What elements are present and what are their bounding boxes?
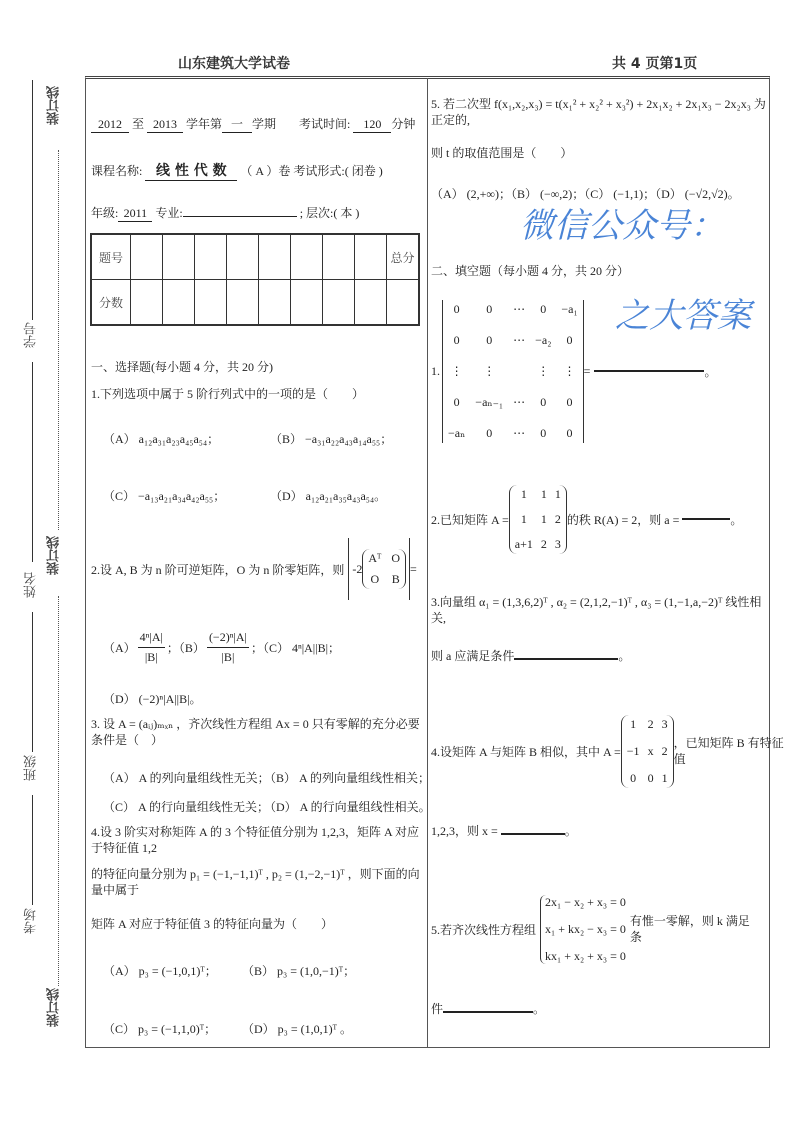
q2-option-b-fraction: [207, 630, 249, 665]
q3-option-c: （C） A 的行向量组线性无关；: [103, 800, 270, 814]
matrix-entry: 3: [661, 716, 668, 731]
matrix-entry: 1: [520, 486, 527, 501]
name-label: 姓名: [24, 572, 39, 598]
fill3-line1: 3.向量组 α₁ = (1,3,6,2)ᵀ , α₂ = (2,1,2,−1)ᵀ , α₃ = (1,−1,a,−2)ᵀ 线性相关,: [431, 595, 762, 625]
class-line[interactable]: [32, 795, 33, 905]
score-cell: [227, 234, 259, 280]
equation: 2x₁ − x₂ + x₃ = 0: [545, 894, 626, 909]
period: 。: [533, 1002, 546, 1016]
matrix-entry: 2: [540, 536, 547, 551]
year-to: 2013: [147, 117, 183, 133]
paper-type: （ A ）卷: [240, 164, 291, 178]
matrix-entry: O: [370, 572, 380, 586]
time-label: 考试时间:: [299, 117, 351, 131]
matrix-entry: 3: [554, 536, 561, 551]
matrix-entry: ⋮: [563, 363, 576, 378]
q5-options: （A） (2,+∞)；（B） (−∞,2)；（C） (−1,1)；（D） (−√2,√2)。: [431, 187, 740, 201]
q4-option-c: （C） p₃ = (−1,1,0)ᵀ；: [103, 1022, 217, 1036]
q1-stem: 1.下列选项中属于 5 阶行列式中的一项的是（ ）: [91, 387, 365, 401]
matrix-entry: −a₁: [561, 301, 578, 316]
grade-label: 年级:: [91, 206, 119, 220]
student-id-label: 学号: [24, 322, 39, 348]
to-label: 至: [132, 117, 145, 131]
total-header: 总分: [387, 234, 420, 280]
q2-option-a-fraction: [138, 630, 165, 665]
matrix-entry: 0: [486, 301, 493, 316]
fill4-answer-blank[interactable]: [501, 833, 565, 835]
score-cell: [131, 234, 163, 280]
level-label: ; 层次:: [299, 206, 334, 220]
matrix-entry: ⋯: [513, 394, 526, 409]
matrix-entry: 0: [647, 770, 654, 785]
score-cell: [323, 234, 355, 280]
form-label: 考试形式:: [293, 164, 345, 178]
binding-line-label-top: 装订线: [47, 86, 62, 125]
q2-stem: 2.设 A, B 为 n 阶可逆矩阵，O 为 n 阶零矩阵，则: [91, 562, 345, 577]
score-cell[interactable]: [355, 280, 387, 326]
numerator: (−2)ⁿ|A|: [207, 630, 249, 648]
fill5-stem2: 件: [431, 1002, 444, 1016]
student-id-line[interactable]: [32, 362, 33, 562]
course-name: 线 性 代 数: [145, 160, 237, 181]
term: 一: [222, 115, 252, 133]
q3-stem: 3. 设 A = (aᵢⱼ)ₘₓₙ ，齐次线性方程组 Ax = 0 只有零解的充分必要条件是（ ）: [91, 717, 420, 747]
fill4-line2: [431, 822, 577, 839]
matrix-entry: ⋮: [483, 363, 496, 378]
fill1-number: 1.: [431, 363, 440, 378]
q4-line1: 4.设 3 阶实对称矩阵 A 的 3 个特征值分别为 1,2,3，矩阵 A 对应于特征值 1,2: [91, 825, 420, 855]
exam-term-line: [91, 115, 415, 133]
fill5-line2: [431, 1000, 545, 1017]
q3-option-d: （D） A 的行向量组线性相关。: [264, 800, 431, 814]
section2-title: 二、填空题（每小题 4 分，共 20 分）: [431, 264, 630, 278]
grade: 2011: [118, 206, 152, 222]
matrix-entry: 0: [630, 770, 637, 785]
matrix-entry: 0: [540, 425, 547, 440]
period: 。: [564, 824, 577, 838]
q5-line2: 则 t 的取值范围是（ ）: [431, 146, 573, 160]
matrix-entry: 1: [661, 770, 668, 785]
q3-option-b: （B） A 的列向量组线性相关；: [264, 771, 431, 785]
score-cell[interactable]: [291, 280, 323, 326]
binding-dotted-line: [58, 150, 59, 530]
fill2-answer-blank[interactable]: [682, 518, 730, 520]
q2-equals: =: [410, 561, 417, 576]
matrix-entry: 0: [566, 394, 573, 409]
score-table: [90, 233, 420, 326]
matrix-entry: 1: [540, 486, 547, 501]
equation: kx₁ + x₂ + x₃ = 0: [545, 948, 626, 963]
q4-option-b: （B） p₃ = (1,0,−1)ᵀ；: [242, 964, 356, 978]
score-cell[interactable]: [259, 280, 291, 326]
grade-line: [91, 203, 359, 222]
denominator: |B|: [221, 650, 235, 664]
fill2-stem: 2.已知矩阵 A =: [431, 512, 509, 527]
column-divider: [427, 78, 428, 1048]
matrix-entry: O: [391, 551, 401, 565]
fill4-stem: 4.设矩阵 A 与矩阵 B 相似，其中 A =: [431, 744, 621, 759]
fill3-answer-blank[interactable]: [514, 658, 618, 660]
matrix-entry: 0: [453, 301, 460, 316]
matrix-entry: 1: [520, 511, 527, 526]
matrix-entry: ⋯: [513, 301, 526, 316]
fill3-stem: 则 a 应满足条件: [431, 649, 515, 663]
table-row: [91, 280, 419, 326]
q2: [91, 538, 417, 600]
fill4: [431, 708, 784, 794]
matrix-entry: B: [391, 572, 400, 586]
matrix-entry: 1: [540, 511, 547, 526]
score-cell[interactable]: [227, 280, 259, 326]
score-cell[interactable]: [195, 280, 227, 326]
matrix-entry: 0: [453, 394, 460, 409]
q2-coefficient: -2: [352, 561, 363, 576]
q1-option-b: （B） −a₃₁a₂₂a₄₃a₁₄a₅₅；: [270, 432, 393, 446]
table-row: [91, 234, 419, 280]
fill1-equals: =: [583, 363, 591, 378]
q2-option-b-label: ；（B）: [166, 641, 205, 655]
matrix-entry: 1: [554, 486, 561, 501]
matrix-entry: 0: [486, 425, 493, 440]
matrix-entry: 1: [630, 716, 637, 731]
q5-line1: 5. 若二次型 f(x₁,x₂,x₃) = t(x₁² + x₂² + x₃²) + 2x₁x₂ + 2x₁x₃ − 2x₂x₃ 为正定的,: [431, 97, 766, 127]
matrix-entry: x: [647, 743, 654, 758]
score-cell: [195, 234, 227, 280]
score-cell[interactable]: [323, 280, 355, 326]
q2-block-matrix: [362, 549, 406, 589]
matrix-entry: a+1: [514, 536, 533, 551]
q3-option-a: （A） A 的列向量组线性无关；: [103, 771, 270, 785]
matrix-entry: 2: [661, 743, 668, 758]
time-unit: 分钟: [391, 117, 416, 131]
score-cell[interactable]: [387, 280, 420, 326]
matrix-entry: −a₂: [535, 332, 552, 347]
level: ( 本 ): [333, 206, 360, 220]
fill5-answer-blank[interactable]: [443, 1011, 533, 1013]
matrix-entry: −aₙ: [448, 425, 466, 440]
fill5-equation-system: [540, 895, 626, 964]
score-cell: [259, 234, 291, 280]
major-field[interactable]: [183, 203, 297, 217]
exam-room-label: 考场: [24, 908, 39, 934]
denominator: |B|: [144, 650, 158, 664]
field-line: [32, 80, 33, 320]
watermark-wechat: 微信公众号：: [520, 206, 724, 246]
matrix-entry: 0: [566, 425, 573, 440]
period: 。: [730, 512, 743, 527]
class-label: 班级: [24, 755, 39, 781]
matrix-entry: [513, 364, 525, 379]
matrix-entry: −1: [626, 743, 640, 758]
matrix-entry: 0: [486, 332, 493, 347]
score-cell: [355, 234, 387, 280]
question-number-header: 题号: [91, 234, 131, 280]
matrix-entry: ⋯: [513, 332, 526, 347]
section1-title: 一、选择题(每小题 4 分，共 20 分): [91, 360, 273, 374]
watermark-answer: 之大答案: [615, 296, 751, 336]
matrix-entry: 2: [647, 716, 654, 731]
fill5: [431, 886, 750, 972]
matrix-entry: 0: [453, 332, 460, 347]
fill2-matrix: [509, 485, 567, 554]
binding-line-label-bottom: 装订线: [47, 988, 62, 1027]
period: 。: [618, 649, 631, 663]
matrix-entry: ⋮: [450, 363, 463, 378]
q2-determinant: [348, 538, 410, 600]
q4-option-d: （D） p₃ = (1,0,1)ᵀ 。: [242, 1022, 352, 1036]
score-cell[interactable]: [131, 280, 163, 326]
q4-line3: 矩阵 A 对应于特征值 3 的特征向量为（ ）: [91, 917, 334, 931]
fill4-matrix: [621, 715, 674, 788]
fill2: [431, 474, 742, 564]
score-row-label: 分数: [91, 280, 131, 326]
matrix-entry: −aₙ₋₁: [475, 394, 504, 409]
numerator: 4ⁿ|A|: [138, 630, 165, 648]
binding-line-label-middle: 装订线: [47, 536, 62, 575]
fill4-stem2: 1,2,3，则 x =: [431, 824, 498, 838]
period: 。: [704, 364, 717, 379]
year-from: 2012: [91, 117, 129, 133]
fill1-answer-blank[interactable]: [594, 370, 704, 372]
fill2-condition: 的秩 R(A) = 2，则 a =: [566, 512, 680, 527]
matrix-entry: 0: [540, 394, 547, 409]
q2-option-a-label: （A）: [103, 641, 136, 655]
course-label: 课程名称:: [91, 164, 143, 178]
q4-option-a: （A） p₃ = (−1,0,1)ᵀ；: [103, 964, 217, 978]
fill5-stem: 5.若齐次线性方程组: [431, 922, 537, 937]
term-post-label: 学期: [252, 117, 277, 131]
major-label: 专业:: [155, 206, 183, 220]
term-pre-label: 学年第: [186, 117, 223, 131]
matrix-entry: ⋮: [537, 363, 550, 378]
exam-form: ( 闭卷 ): [344, 164, 383, 178]
exam-time: 120: [353, 117, 391, 133]
q1-option-c: （C） −a₁₃a₂₁a₃₄a₄₂a₅₅；: [103, 489, 226, 503]
binding-dotted-line: [58, 596, 59, 986]
name-line[interactable]: [32, 612, 33, 752]
equation: x₁ + kx₂ − x₃ = 0: [545, 921, 626, 936]
q2-options: [103, 630, 340, 665]
score-cell: [163, 234, 195, 280]
matrix-entry: ⋯: [513, 425, 526, 440]
q2-option-c: ；（C） 4ⁿ|A||B|；: [250, 641, 341, 655]
matrix-entry: Aᵀ: [368, 551, 382, 565]
q1-option-d: （D） a₁₂a₂₁a₃₅a₄₃a₅₄。: [270, 489, 387, 503]
matrix-entry: 2: [554, 511, 561, 526]
fill3-line2: [431, 647, 630, 664]
course-line: [91, 160, 383, 181]
score-cell[interactable]: [163, 280, 195, 326]
fill1-determinant: [442, 300, 584, 443]
score-cell: [291, 234, 323, 280]
matrix-entry: 0: [540, 301, 547, 316]
exam-title: 山东建筑大学试卷: [178, 56, 290, 72]
q1-option-a: （A） a₁₂a₃₁a₂₃a₄₅a₅₄；: [103, 432, 220, 446]
page-indicator: 共 4 页第1页: [612, 56, 698, 72]
q4-line2: 的特征向量分别为 p₁ = (−1,−1,1)ᵀ , p₂ = (1,−2,−1)ᵀ ，则下面的向量中属于: [91, 867, 420, 897]
fill5-condition: 有惟一零解，则 k 满足条: [629, 914, 750, 944]
fill4-condition: ，已知矩阵 B 有特征值: [673, 736, 784, 766]
q2-option-d: （D） (−2)ⁿ|A||B|。: [103, 692, 202, 706]
matrix-entry: 0: [566, 332, 573, 347]
